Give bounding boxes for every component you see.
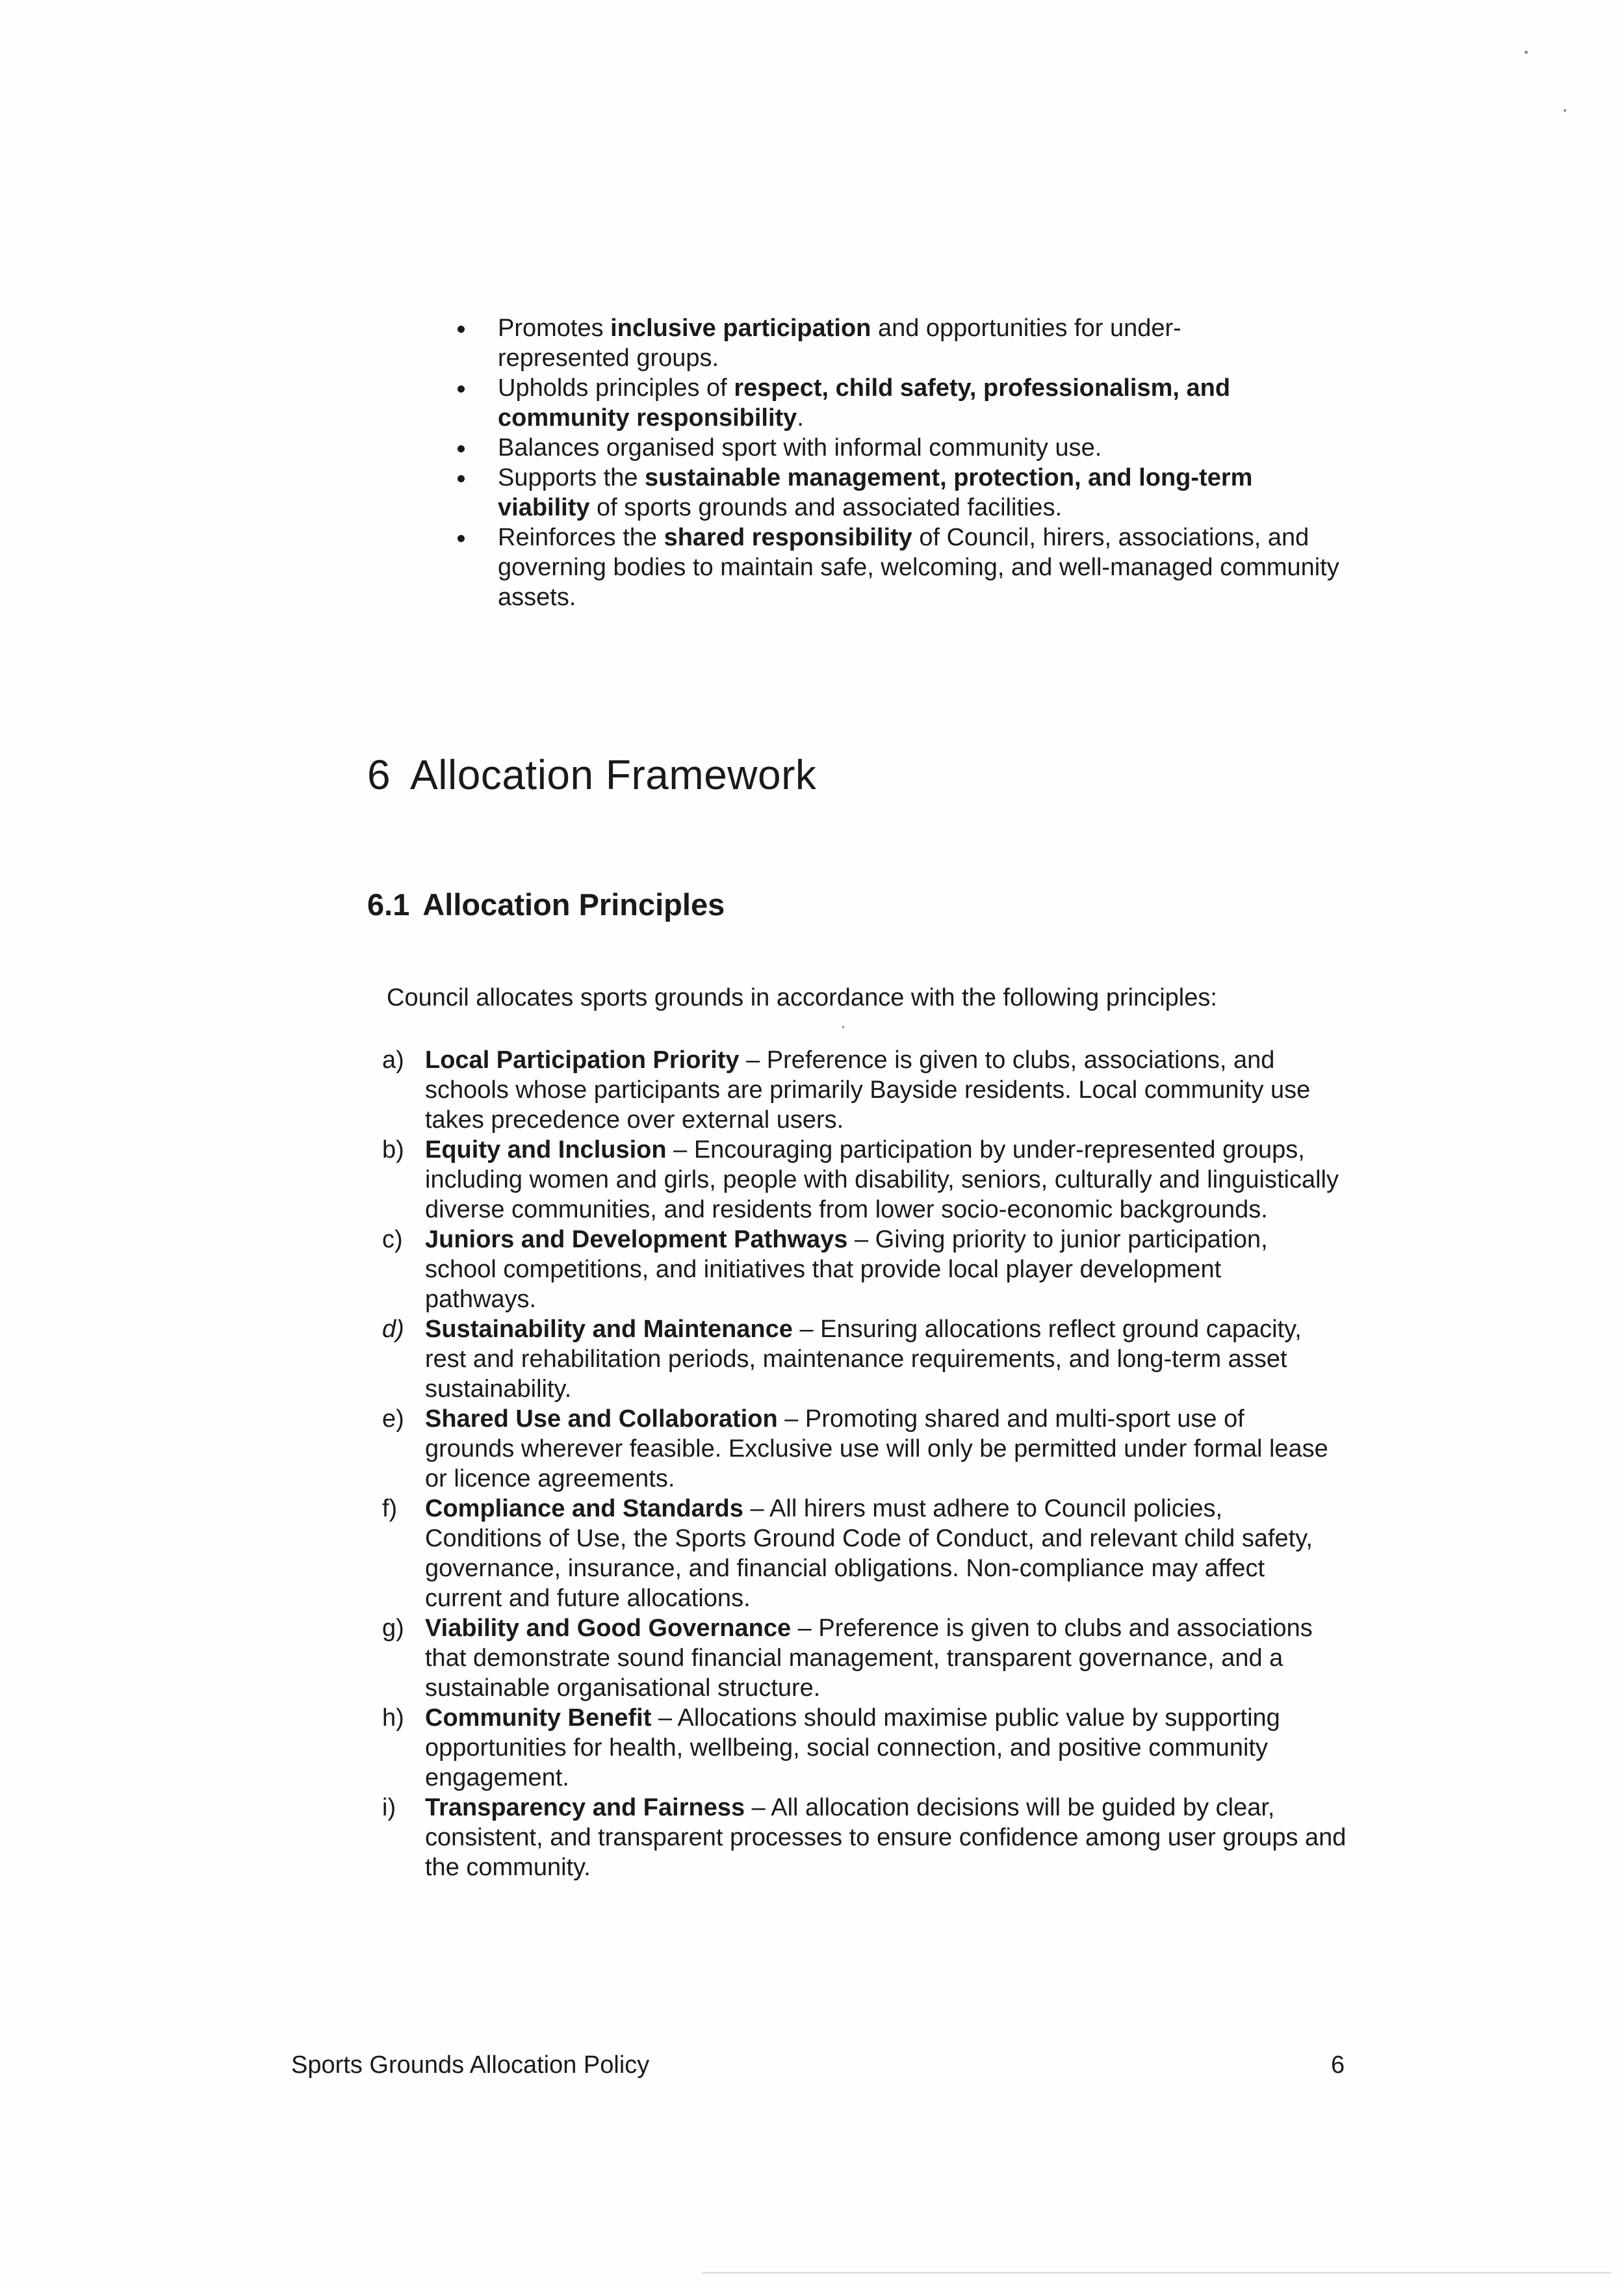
bullet-text: Upholds principles of (498, 374, 734, 402)
principle-title: Local Participation Priority (425, 1046, 740, 1074)
bullet-text: Balances organised sport with informal community use. (498, 434, 1102, 462)
principle-text: – Giving priority to junior participation, school competitions, and initiatives that provide local player development pathways. (425, 1226, 1268, 1313)
scan-edge-divider (702, 2272, 1612, 2274)
section-number: 6 (367, 751, 391, 798)
subsection-number: 6.1 (367, 887, 410, 922)
footer-document-title: Sports Grounds Allocation Policy (291, 2051, 650, 2079)
principle-title: Juniors and Development Pathways (425, 1226, 848, 1253)
subsection-title: Allocation Principles (422, 887, 725, 922)
bullet-item (448, 373, 1336, 433)
footer-page-number: 6 (1331, 2051, 1345, 2079)
principle-text: – Preference is given to clubs, associations, and schools whose participants are primarily Bayside residents. Local community use takes precedence over external users. (425, 1046, 1311, 1134)
bullet-text: Promotes (498, 315, 611, 342)
principle-title: Sustainability and Maintenance (425, 1316, 793, 1343)
principle-item (382, 1613, 1335, 1703)
bullet-text: and opportunities for under-represented groups. (498, 315, 1181, 372)
bullet-item (448, 523, 1362, 612)
principle-text: – Promoting shared and multi-sport use of grounds wherever feasible. Exclusive use will only be permitted under formal lease or licence agreements. (425, 1405, 1328, 1492)
bullet-item (448, 433, 1332, 463)
principle-item (382, 1225, 1335, 1314)
principle-text: – Encouraging participation by under-represented groups, including women and girls, people with disability, seniors, culturally and linguistically diverse communities, and residents from lower socio-economic backgrounds. (425, 1136, 1339, 1223)
bullet-dot-icon (458, 535, 465, 542)
principle-item (382, 1135, 1380, 1225)
scan-speck-icon (842, 1026, 844, 1028)
section-title: Allocation Framework (410, 751, 817, 798)
bullet-text: . (797, 404, 804, 432)
bullet-dot-icon (458, 326, 465, 333)
bullet-item (448, 463, 1349, 523)
bullet-bold-text: inclusive participation (610, 315, 871, 342)
scan-speck-icon (1525, 51, 1528, 54)
principle-item (382, 1045, 1335, 1135)
principle-letter: d) (382, 1316, 404, 1343)
principle-letter: c) (382, 1226, 403, 1253)
section-heading (367, 749, 816, 801)
bullet-list (448, 313, 1339, 612)
principle-letter: a) (382, 1046, 404, 1074)
bullet-dot-icon (458, 445, 465, 452)
principle-text: – All allocation decisions will be guided by clear, consistent, and transparent processes to ensure confidence among user groups and the community. (425, 1794, 1347, 1881)
principle-text: – Preference is given to clubs and associations that demonstrate sound financial management, transparent governance, and a sustainable organisational structure. (425, 1615, 1313, 1702)
bullet-text: Supports the (498, 464, 645, 491)
bullet-text: Reinforces the (498, 524, 664, 551)
principle-letter: e) (382, 1405, 404, 1433)
principle-letter: i) (382, 1794, 396, 1821)
principle-title: Shared Use and Collaboration (425, 1405, 778, 1433)
bullet-text: of sports grounds and associated facilities. (589, 494, 1063, 521)
principle-text: – Allocations should maximise public value by supporting opportunities for health, wellbeing, social connection, and positive community engagement. (425, 1704, 1280, 1791)
bullet-item (448, 313, 1219, 373)
bullet-bold-text: sustainable management, protection, and long-term viability (498, 464, 1253, 521)
principle-item (382, 1314, 1335, 1404)
principle-letter: g) (382, 1615, 404, 1642)
bullet-bold-text: respect, child safety, professionalism, and community responsibility (498, 374, 1231, 432)
bullet-dot-icon (458, 385, 465, 393)
principle-letter: h) (382, 1704, 404, 1732)
subsection-heading (367, 885, 725, 924)
intro-paragraph: Council allocates sports grounds in accordance with the following principles: (387, 984, 1217, 1011)
principle-title: Community Benefit (425, 1704, 652, 1732)
principles-list (382, 1045, 1370, 1882)
principle-title: Equity and Inclusion (425, 1136, 667, 1164)
bullet-bold-text: shared responsibility (664, 524, 912, 551)
principle-letter: b) (382, 1136, 404, 1164)
principle-letter: f) (382, 1495, 398, 1522)
principle-text: – All hirers must adhere to Council policies, Conditions of Use, the Sports Ground Code of Conduct, and relevant child safety, governance, insurance, and financial obligations. Non-compliance may affect current and future allocations. (425, 1495, 1313, 1612)
principle-item (382, 1404, 1335, 1494)
principle-item (382, 1703, 1374, 1793)
scan-speck-icon (1564, 109, 1566, 112)
principle-title: Transparency and Fairness (425, 1794, 745, 1821)
bullet-text: of Council, hirers, associations, and governing bodies to maintain safe, welcoming, and well-managed community assets. (498, 524, 1339, 611)
principle-text: – Ensuring allocations reflect ground capacity, rest and rehabilitation periods, maintenance requirements, and long-term asset sustainability. (425, 1316, 1302, 1403)
principle-item (382, 1494, 1335, 1613)
principle-item (382, 1793, 1361, 1882)
principle-title: Viability and Good Governance (425, 1615, 792, 1642)
bullet-dot-icon (458, 475, 465, 482)
principle-title: Compliance and Standards (425, 1495, 743, 1522)
